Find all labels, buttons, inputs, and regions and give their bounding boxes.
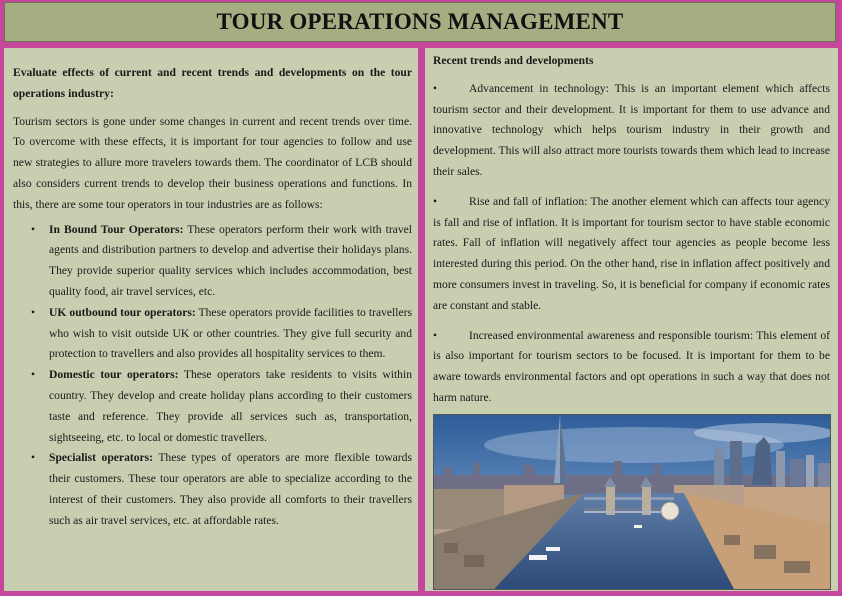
trend-text: Advancement in technology: This is an important element which affects tourism sector and their development. It is important for them to use advance and innovative technology which helps tourism industry in their growth and development. This will also attract more tourists towards them which lead to increase their sales.	[433, 81, 830, 178]
trend-item	[433, 326, 830, 409]
right-panel	[425, 48, 838, 591]
list-item	[31, 448, 412, 531]
london-cityscape-image	[433, 414, 831, 590]
operator-text: These types of operators are more flexible towards their customers. These tour operators are able to specialize according to the interest of their customers. They also provide all comforts to their travellers such as air travel services, etc. at affordable rates.	[49, 451, 412, 527]
intro-paragraph: Tourism sectors is gone under some changes in current and recent trends over time. To overcome with these effects, it is important for tour agencies to follow and use new strategies to allure more travelers towards them. The coordinator of LCB should also considers current trends to develop their business operations and functions. In this, there are some tour operators in tour industries are as follows:	[13, 114, 412, 211]
operator-text: These operators take residents to visits within country. They develop and create holiday plans according to their customers taste and reference. They provide all services such as, transportation, sightseeing, etc. to local or domestic travellers.	[49, 368, 412, 444]
bullet-icon: •	[433, 81, 438, 95]
left-panel	[4, 48, 418, 591]
bullet-icon: •	[433, 194, 438, 208]
trend-text: Increased environmental awareness and responsible tourism: This element of is also important for tourism sectors to be focused. It is important for them to be aware towards environmental factors and opt operations in such a way that does not harm nature.	[433, 328, 830, 404]
trend-item	[433, 79, 830, 183]
operator-name: UK outbound tour operators:	[49, 305, 196, 319]
trend-text: Rise and fall of inflation: The another element which can affects tour agency is fall and rise of inflation. It is important for tourism sector to have stable economic rates. Fall of inflation will negatively affect tour agencies as people become less interested during this period. On the other hand, rise in inflation affect positively and more consumers invest in traveling. So, it is beneficial for company if economic rates are constant and stable.	[433, 194, 830, 312]
list-item	[31, 303, 412, 365]
bullet-icon: •	[31, 222, 36, 236]
list-item	[31, 220, 412, 303]
operator-name: Specialist operators:	[49, 451, 154, 465]
list-item	[31, 365, 412, 448]
operator-name: In Bound Tour Operators:	[49, 222, 184, 236]
right-heading: Recent trends and developments	[433, 54, 594, 67]
operator-name: Domestic tour operators:	[49, 368, 179, 382]
left-heading: Evaluate effects of current and recent trends and developments on the tour operations industry:	[13, 66, 412, 100]
trend-item	[433, 192, 830, 317]
title-bar	[4, 2, 836, 42]
operator-text: These operators provide facilities to travellers who wish to visit outside UK or other countries. They give full security and protection to travellers and also provides all hospitality services to them.	[49, 305, 412, 361]
page-title: TOUR OPERATIONS MANAGEMENT	[216, 9, 624, 34]
bullet-icon: •	[433, 328, 438, 342]
operator-text: These operators perform their work with travel agents and distribution partners to develop and advertise their holidays plans. They provide superior quality services which includes accommodation, best quality food, air travel services, etc.	[49, 222, 412, 298]
operators-list	[13, 220, 412, 532]
bullet-icon: •	[31, 368, 36, 382]
bullet-icon: •	[31, 451, 36, 465]
bullet-icon: •	[31, 305, 36, 319]
